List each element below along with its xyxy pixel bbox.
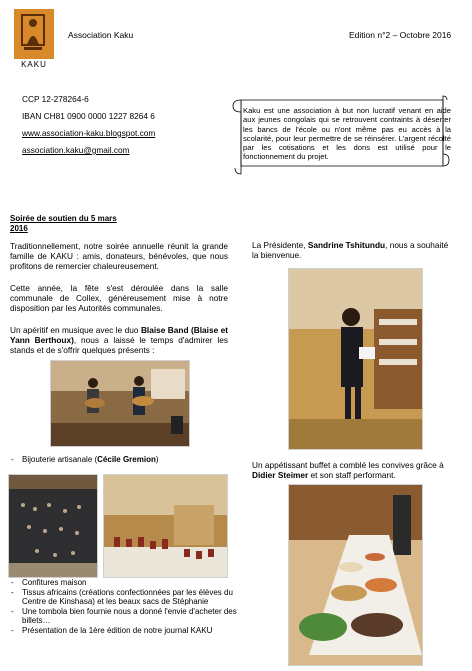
list-item: - Confitures maison <box>22 578 240 588</box>
edition-label: Edition n°2 – Octobre 2016 <box>349 30 452 40</box>
items-list <box>10 578 240 636</box>
article-title-line2: 2016 <box>10 223 28 233</box>
aperitif-text-pre: Un apéritif en musique avec le duo <box>10 325 141 335</box>
list-item: - Bijouterie artisanale (Cécile Gremion) <box>22 455 240 465</box>
logo-figure-icon <box>14 9 54 59</box>
iban-number: IBAN CH81 0900 0000 1227 8264 6 <box>22 111 155 121</box>
list-item: - Présentation de la 1ère édition de notre journal KAKU <box>22 626 240 636</box>
article-title <box>10 214 150 233</box>
bijouterie-list <box>10 455 240 465</box>
website-link[interactable]: www.association-kaku.blogspot.com <box>22 128 156 138</box>
ccp-number: CCP 12-278264-6 <box>22 94 89 104</box>
band-photo <box>50 360 190 447</box>
aperitif-text-post: , nous a laissé le temps d'admirer les stands et de s'offrir quelques présents : <box>10 335 228 355</box>
paragraph-salle: Cette année, la fête s'est déroulée dans la salle communale de Collex, généreusement mise à notre disposition par les Autorités communales. <box>10 283 228 313</box>
paragraph-aperitif <box>10 325 228 355</box>
paragraph-president: La Présidente, Sandrine Tshitundu, nous a souhaité la bienvenue. <box>252 240 449 260</box>
president-photo <box>288 268 423 450</box>
email-link[interactable]: association.kaku@gmail.com <box>22 145 130 155</box>
association-name: Association Kaku <box>68 30 134 40</box>
paragraph-buffet: Un appétissant buffet a comblé les convives grâce à Didier Steimer et son staff performant. <box>252 460 444 480</box>
president-name: Sandrine Tshitundu <box>307 240 386 250</box>
jewelry-photo <box>8 474 98 578</box>
cecile-gremion-name: Cécile Gremion <box>97 455 156 464</box>
article-title-line1: Soirée de soutien du 5 mars <box>10 214 117 223</box>
list-item: - Tissus africains (créations confectionnées par les élèves du Centre de Kinshasa) et les beaux sacs de Stéphanie <box>22 588 240 607</box>
didier-steimer-name: Didier Steimer <box>252 470 309 480</box>
intro-text: Kaku est une association à but non lucratif venant en aide aux jeunes congolais qui se retrouvent contraints à déserter les bancs de l'école ou n'ont même pas eu accès à la scolarité, pour leur permettre de se réinsérer. L'argent récolté par les cotisations et les dons est utilisé pour le fonctionnement du projet. <box>243 106 451 162</box>
paragraph-tradition: Traditionnellement, notre soirée annuelle réunit la grande famille de KAKU : amis, donateurs, bénévoles, que nous profitons de remercier chaleureusement. <box>10 241 228 271</box>
market-stand-photo <box>103 474 228 578</box>
kaku-logo <box>14 9 54 59</box>
list-item: - Une tombola bien fournie nous a donné l'envie d'acheter des billets… <box>22 607 240 626</box>
buffet-photo <box>288 484 423 666</box>
blaise-band-name: Blaise Band (Blaise et Yann Berthoux) <box>10 325 228 345</box>
logo-text: KAKU <box>21 60 47 69</box>
